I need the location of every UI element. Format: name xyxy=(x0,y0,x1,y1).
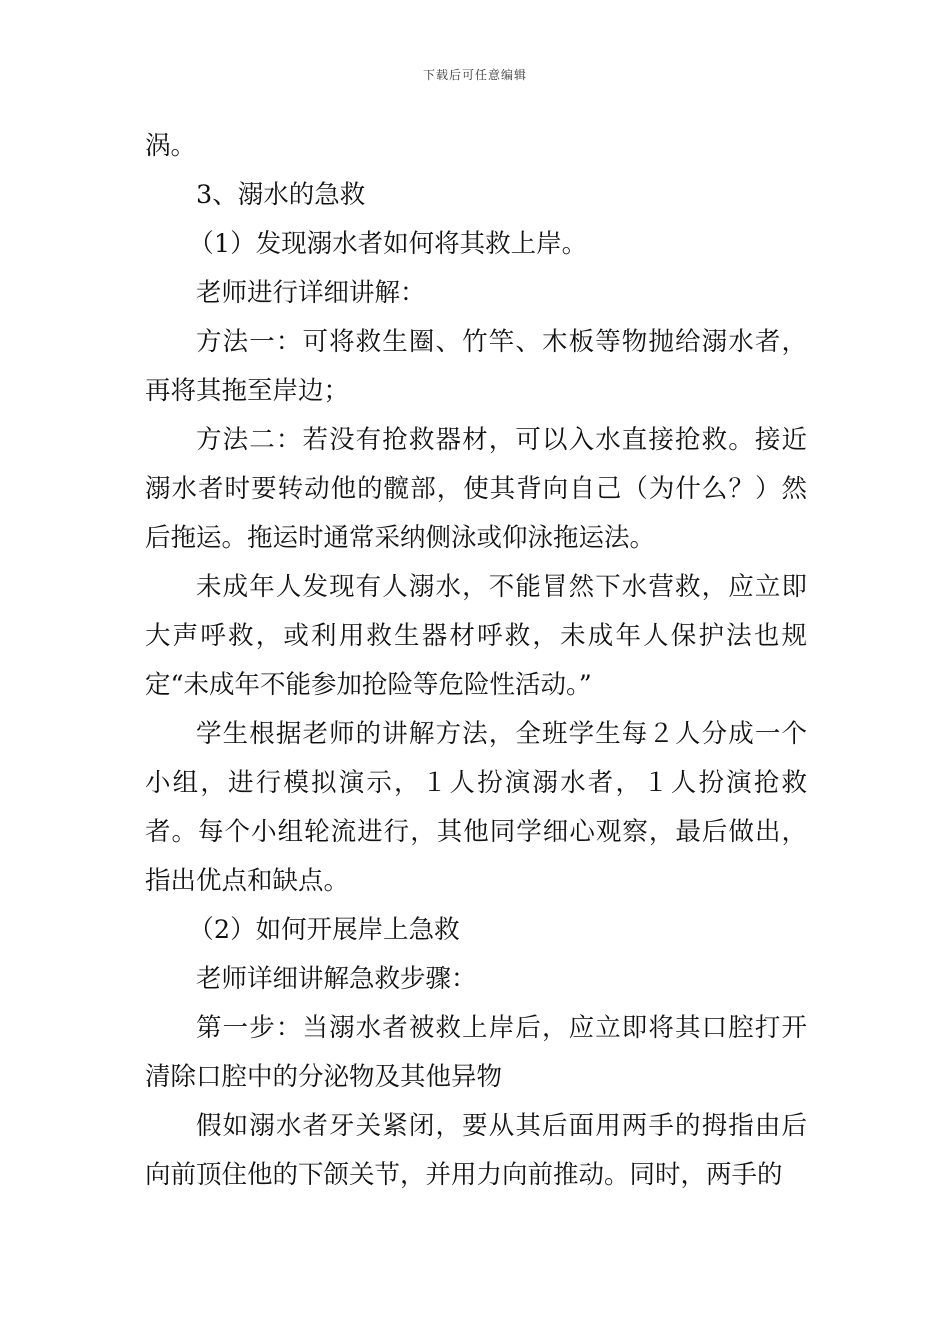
page-header: 下载后可任意编辑 xyxy=(422,68,527,82)
paragraph: 方法一：可将救生圈、竹竿、木板等物抛给溺水者，再将其拖至岸边； xyxy=(145,327,807,406)
paragraph: 第一步：当溺水者被救上岸后，应立即将其口腔打开清除口腔中的分泌物及其他异物 xyxy=(145,1013,807,1092)
subsection-heading: （1）发现溺水者如何将其救上岸。 xyxy=(188,229,588,259)
paragraph: 假如溺水者牙关紧闭，要从其后面用两手的拇指由后向前顶住他的下颌关节，并用力向前推动。同时，两手的 xyxy=(145,1111,807,1190)
paragraph: 未成年人发现有人溺水，不能冒然下水营救，应立即大声呼救，或利用救生器材呼救，未成年人保护法也规定“未成年不能参加抢险等危险性活动。” xyxy=(145,572,807,700)
paragraph: 学生根据老师的讲解方法，全班学生每２人分成一个小组，进行模拟演示，１人扮演溺水者，１人扮演抢救者。每个小组轮流进行，其他同学细心观察，最后做出，指出优点和缺点。 xyxy=(145,719,807,896)
paragraph: 老师详细讲解急救步骤： xyxy=(196,964,477,994)
subsection-heading: （2）如何开展岸上急救 xyxy=(188,915,460,945)
paragraph: 方法二：若没有抢救器材，可以入水直接抢救。接近溺水者时要转动他的髋部，使其背向自己（为什么？）然后拖运。拖运时通常采纳侧泳或仰泳拖运法。 xyxy=(145,425,807,553)
document-body xyxy=(145,122,807,1200)
paragraph: 老师进行详细讲解： xyxy=(196,278,426,308)
paragraph-continuation: 涡。 xyxy=(145,131,197,161)
section-heading: 3、溺水的急救 xyxy=(196,180,366,210)
